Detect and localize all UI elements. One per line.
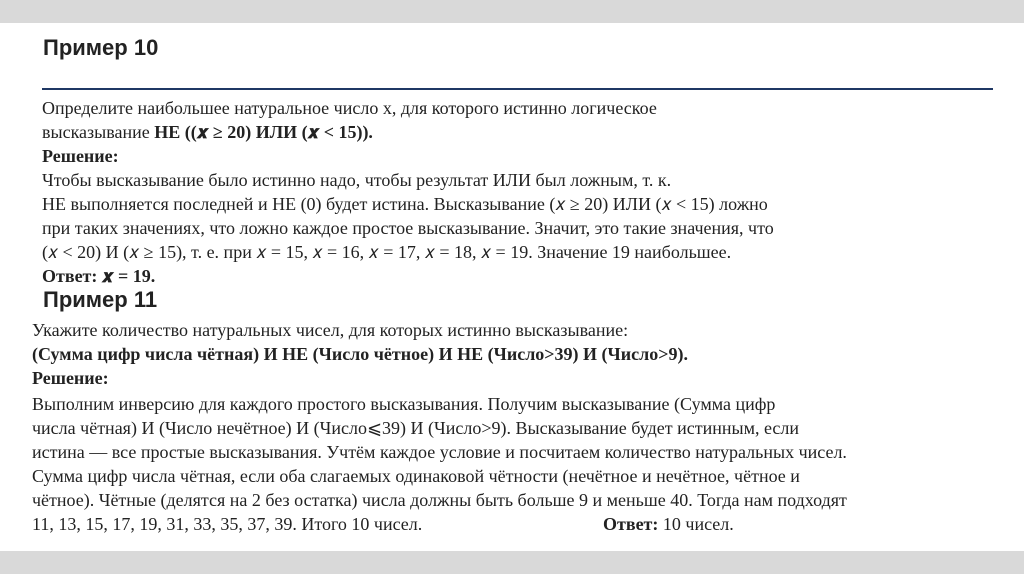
task-expression: НЕ ((𝒙 ≥ 20) ИЛИ (𝒙 < 15)). — [154, 122, 373, 142]
title-underline — [42, 88, 993, 90]
example11-solution-line5: чётное). Чётные (делятся на 2 без остатка) числа должны быть больше 9 и меньше 40. Тогда нам подходят — [32, 490, 847, 510]
example11-title: Пример 11 — [43, 287, 158, 312]
example11-solution-label: Решение: — [32, 368, 109, 388]
answer-label: Ответ: — [603, 514, 659, 534]
example10-answer: Ответ: 𝒙 = 19. — [42, 266, 156, 286]
example10-task-line1: Определите наибольшее натуральное число x, для которого истинно логическое — [42, 98, 657, 118]
example11-solution-line4: Сумма цифр числа чётная, если оба слагаемых одинаковой чётности (нечётное и нечётное, чётное и — [32, 466, 800, 486]
example10-title: Пример 10 — [43, 35, 159, 60]
task-text: высказывание — [42, 122, 155, 142]
example11-solution-line2: числа чётная) И (Число нечётное) И (Число⩽39) И (Число>9). Высказывание будет истинным, если — [32, 418, 800, 438]
example11-solution-line6 — [32, 512, 752, 536]
example10-solution-label: Решение: — [42, 146, 119, 166]
example11-task-line1: Укажите количество натуральных чисел, для которых истинно высказывание: — [32, 320, 629, 340]
example11-solution-line1: Выполним инверсию для каждого простого высказывания. Получим высказывание (Сумма цифр — [32, 394, 776, 414]
example10-solution-line1: Чтобы высказывание было истинно надо, чтобы результат ИЛИ был ложным, т. к. — [42, 170, 672, 190]
example11-task-line2: (Сумма цифр числа чётная) И НЕ (Число чётное) И НЕ (Число>39) И (Число>9). — [32, 344, 688, 364]
example10-task-line2 — [42, 120, 373, 144]
example10-solution-line2: НЕ выполняется последней и НЕ (0) будет истина. Высказывание (𝑥 ≥ 20) ИЛИ (𝑥 < 15) ложно — [42, 194, 768, 214]
example10-solution-line4: (𝑥 < 20) И (𝑥 ≥ 15), т. е. при 𝑥 = 15, 𝑥 = 16, 𝑥 = 17, 𝑥 = 18, 𝑥 = 19. Значение 19 наибольшее. — [42, 242, 732, 262]
example11-solution-line3: истина — все простые высказывания. Учтём каждое условие и посчитаем количество натуральных чисел. — [32, 442, 847, 462]
example10-solution-line3: при таких значениях, что ложно каждое простое высказывание. Значит, это такие значения, что — [42, 218, 774, 238]
numbers-list: 11, 13, 15, 17, 19, 31, 33, 35, 37, 39. Итого 10 чисел. — [32, 514, 423, 534]
slide — [0, 23, 1024, 551]
answer-value: 10 чисел. — [658, 514, 734, 534]
example11-answer — [603, 512, 734, 536]
